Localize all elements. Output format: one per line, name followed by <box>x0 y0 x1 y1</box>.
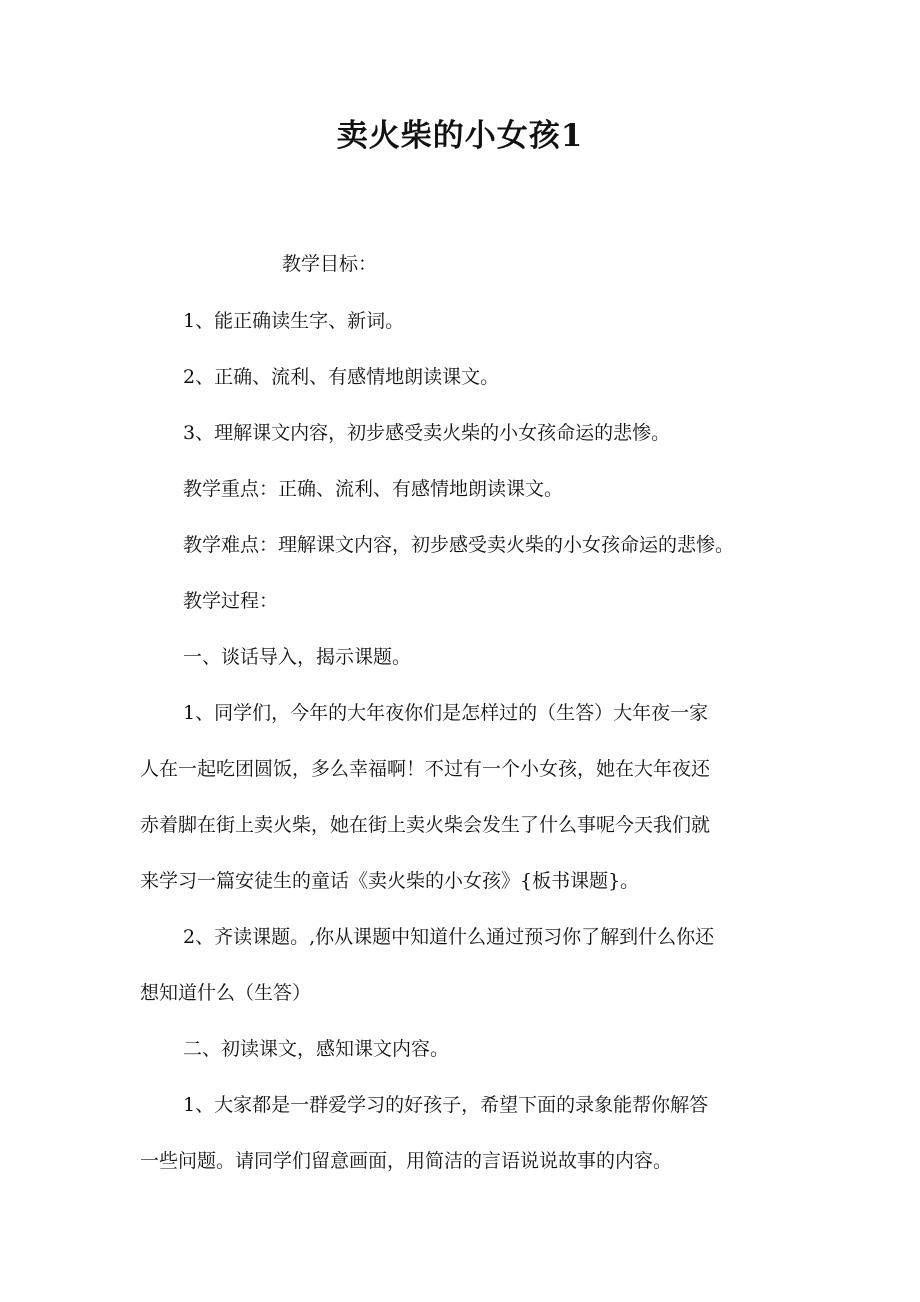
section-heading-2: 二、初读课文，感知课文内容。 <box>183 1038 450 1060</box>
section-heading-1: 一、谈话导入，揭示课题。 <box>183 646 412 668</box>
paragraph-key-point: 教学重点：正确、流利、有感情地朗读课文。 <box>183 478 564 500</box>
paragraph-line: 来学习一篇安徒生的童话《卖火柴的小女孩》{板书课题}。 <box>140 870 640 892</box>
paragraph-objectives-heading: 教学目标： <box>282 253 378 275</box>
paragraph-line: 赤着脚在街上卖火柴，她在街上卖火柴会发生了什么事呢今天我们就 <box>140 814 711 836</box>
paragraph-line: 1、同学们，今年的大年夜你们是怎样过的（生答）大年夜一家 <box>183 702 709 724</box>
paragraph-line: 人在一起吃团圆饭，多么幸福啊！不过有一个小女孩，她在大年夜还 <box>140 758 711 780</box>
paragraph-line: 1、大家都是一群爱学习的好孩子，希望下面的录象能帮你解答 <box>183 1094 709 1116</box>
paragraph-objective-1: 1、能正确读生字、新词。 <box>183 310 405 332</box>
paragraph-difficulty: 教学难点：理解课文内容，初步感受卖火柴的小女孩命运的悲惨。 <box>183 534 735 556</box>
paragraph-line: 想知道什么（生答） <box>140 982 312 1004</box>
paragraph-objective-2: 2、正确、流利、有感情地朗读课文。 <box>183 366 500 388</box>
paragraph-line: 一些问题。请同学们留意画面，用简洁的言语说说故事的内容。 <box>140 1150 673 1172</box>
document-title: 卖火柴的小女孩1 <box>336 118 584 154</box>
paragraph-line: 2、齐读课题。,你从课题中知道什么通过预习你了解到什么你还 <box>183 926 715 948</box>
paragraph-objective-3: 3、理解课文内容，初步感受卖火柴的小女孩命运的悲惨。 <box>183 422 671 444</box>
paragraph-process-heading: 教学过程： <box>183 590 279 612</box>
